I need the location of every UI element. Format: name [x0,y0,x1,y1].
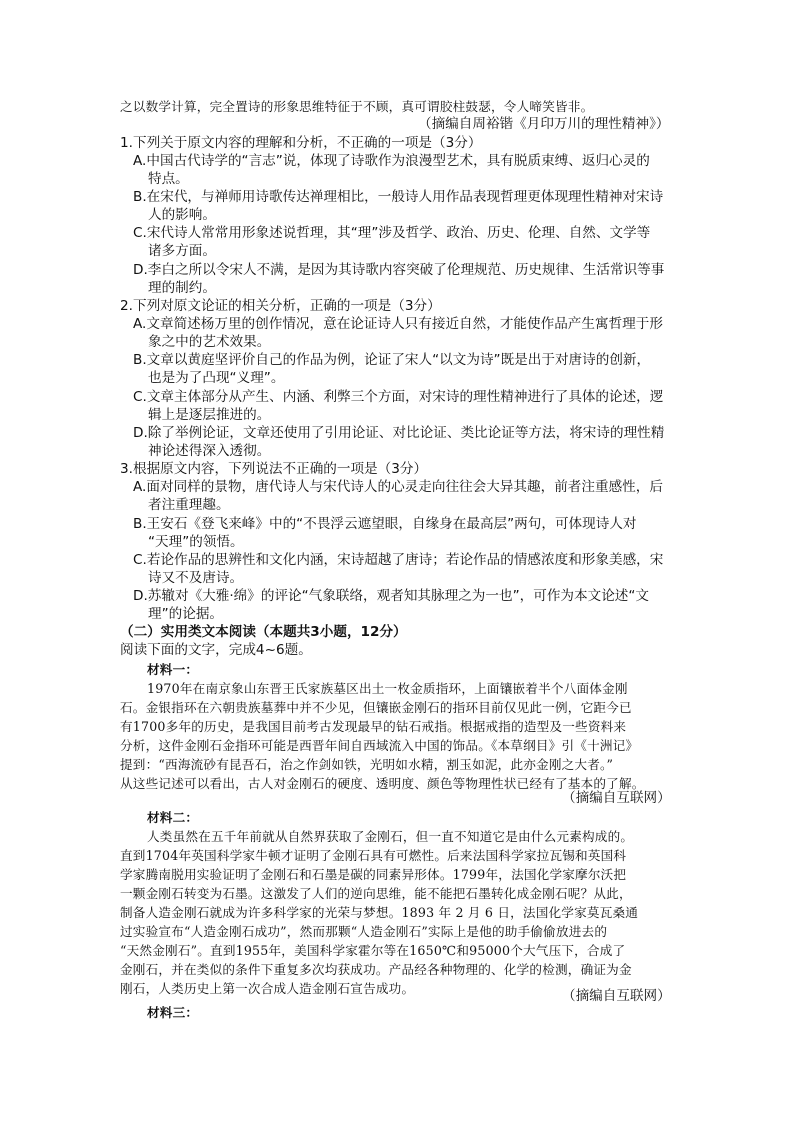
intro-tail: 之以数学计算，完全置诗的形象思维特征于不顾，真可谓胶柱鼓瑟，令人啼笑皆非。 [120,99,594,114]
material-2-line: 一颗金刚石转变为石墨。这激发了人们的逆向思维，能不能把石墨转化成金刚石呢？从此， [120,886,632,901]
material-2-line: 人类虽然在五千年前就从自然界获取了金刚石，但一直不知道它是由什么元素构成的。 [147,829,634,844]
material-2-line: 刚石，人类历史上第一次合成人造金刚石宣告成功。 [120,981,415,996]
q2-option-d: D.除了举例论证，文章还使用了引用论证、对比论证、类比论证等方法，将宋诗的理性精 [133,425,665,441]
material-2-line: 金刚石，并在类似的条件下重复多次均获成功。产品经各种物理的、化学的检测，确证为金 [120,962,632,977]
q2-option-a-cont: 象之中的艺术效果。 [148,334,271,350]
material-3-heading: 材料三： [147,1005,199,1020]
q2-option-c: C.文章主体部分从产生、内涵、利弊三个方面，对宋诗的理性精神进行了具体的论述，逻 [133,389,664,405]
q3-option-c: C.若论作品的思辨性和文化内涵，宋诗超越了唐诗；若论作品的情感浓度和形象美感，宋 [133,552,664,568]
material-1-heading: 材料一： [147,662,199,677]
q2-option-a: A.文章简述杨万里的创作情况，意在论证诗人只有接近自然，才能使作品产生寓哲理于形 [133,316,663,332]
q2-option-b-cont: 也是为了凸现“义理”。 [148,370,285,386]
section-instruction: 阅读下面的文字，完成4~6题。 [120,642,312,658]
q1-stem: 1.下列关于原文内容的理解和分析，不正确的一项是（3分） [120,135,482,151]
q2-option-b: B.文章以黄庭坚评价自己的作品为例，论证了宋人“以文为诗”既是出于对唐诗的创新， [133,352,651,368]
material-1-source: （摘编自互联网） [562,790,671,806]
q3-option-d: D.苏辙对《大雅·绵》的评论“气象联络，观者知其脉理之为一也”，可作为本文论述“文 [133,588,650,604]
material-1-line: 从这些记述可以看出，古人对金刚石的硬度、透明度、颜色等物理性状已经有了基本的了解。 [120,776,645,791]
material-2-line: “天然金刚石”。直到1955年，美国科学家霍尔等在1650℃和95000个大气压下，合成了 [120,943,626,958]
q3-option-b-cont: “天理”的领悟。 [148,534,244,550]
q3-option-a-cont: 者注重理趣。 [148,497,230,513]
material-2-line: 直到1704年英国科学家牛顿才证明了金刚石具有可燃性。后来法国科学家拉瓦锡和英国科 [120,848,627,863]
material-2-line: 制备人造金刚石就成为许多科学家的光荣与梦想。1893 年 2 月 6 日，法国化学家莫瓦桑通 [120,905,639,920]
q1-option-a-cont: 特点。 [148,171,189,187]
q1-option-b: B.在宋代，与禅师用诗歌传达禅理相比，一般诗人用作品表现哲理更体现理性精神对宋诗 [133,189,664,205]
material-1-line: 1970年在南京象山东晋王氏家族墓区出土一枚金质指环，上面镶嵌着半个八面体金刚 [147,681,628,696]
material-1-line: 分析，这件金刚石金指环可能是西晋年间自西域流入中国的饰品。《本草纲目》引《十洲记》 [120,738,639,753]
material-1-line: 提到：“西海流砂有昆吾石，治之作剑如铁，光明如水精，割玉如泥，此亦金刚之大者。” [120,757,614,772]
material-1-line: 有1700多年的历史，是我国目前考古发现最早的钻石戒指。根据戒指的造型及一些资料来 [120,719,627,734]
section-title: （二）实用类文本阅读（本题共3小题，12分） [120,624,407,640]
q1-option-d-cont: 理的制约。 [148,280,216,296]
material-2-line: 过实验宣布“人造金刚石成功”，然而那颗“人造金刚石”实际上是他的助手偷偷放进去的 [120,924,608,939]
q1-option-d: D.李白之所以令宋人不满，是因为其诗歌内容突破了伦理规范、历史规律、生活常识等事 [133,262,665,278]
material-2-source: （摘编自互联网） [562,988,671,1004]
q3-option-d-cont: 理”的论据。 [148,606,224,622]
q1-option-c: C.宋代诗人常常用形象述说哲理，其“理”涉及哲学、政治、历史、伦理、自然、文学等 [133,225,651,241]
q3-option-a: A.面对同样的景物，唐代诗人与宋代诗人的心灵走向往往会大异其趣，前者注重感性，后 [133,479,663,495]
q2-option-d-cont: 神论述得深入透彻。 [148,443,271,459]
q2-option-c-cont: 辑上是逐层推进的。 [148,407,271,423]
material-2-heading: 材料二： [147,810,199,825]
q1-option-c-cont: 诸多方面。 [148,243,216,259]
material-1-line: 石。金银指环在六朝贵族墓葬中并不少见，但镶嵌金刚石的指环目前仅见此一例，它距今已 [120,700,632,715]
material-2-line: 学家腾南脱用实验证明了金刚石和石墨是碳的同素异形体。1799年，法国化学家摩尔沃把 [120,867,627,882]
intro-source: （摘编自周裕锴《月印万川的理性精神》） [418,116,670,132]
q3-option-c-cont: 诗又不及唐诗。 [148,570,244,586]
q1-option-a: A.中国古代诗学的“言志”说，体现了诗歌作为浪漫型艺术，具有脱质束缚、返归心灵的 [133,153,650,169]
q2-stem: 2.下列对原文论证的相关分析，正确的一项是（3分） [120,298,441,314]
q1-option-b-cont: 人的影响。 [148,207,216,223]
q3-stem: 3.根据原文内容，下列说法不正确的一项是（3分） [120,461,428,477]
q3-option-b: B.王安石《登飞来峰》中的“不畏浮云遮望眼，自缘身在最高层”两句，可体现诗人对 [133,516,637,532]
